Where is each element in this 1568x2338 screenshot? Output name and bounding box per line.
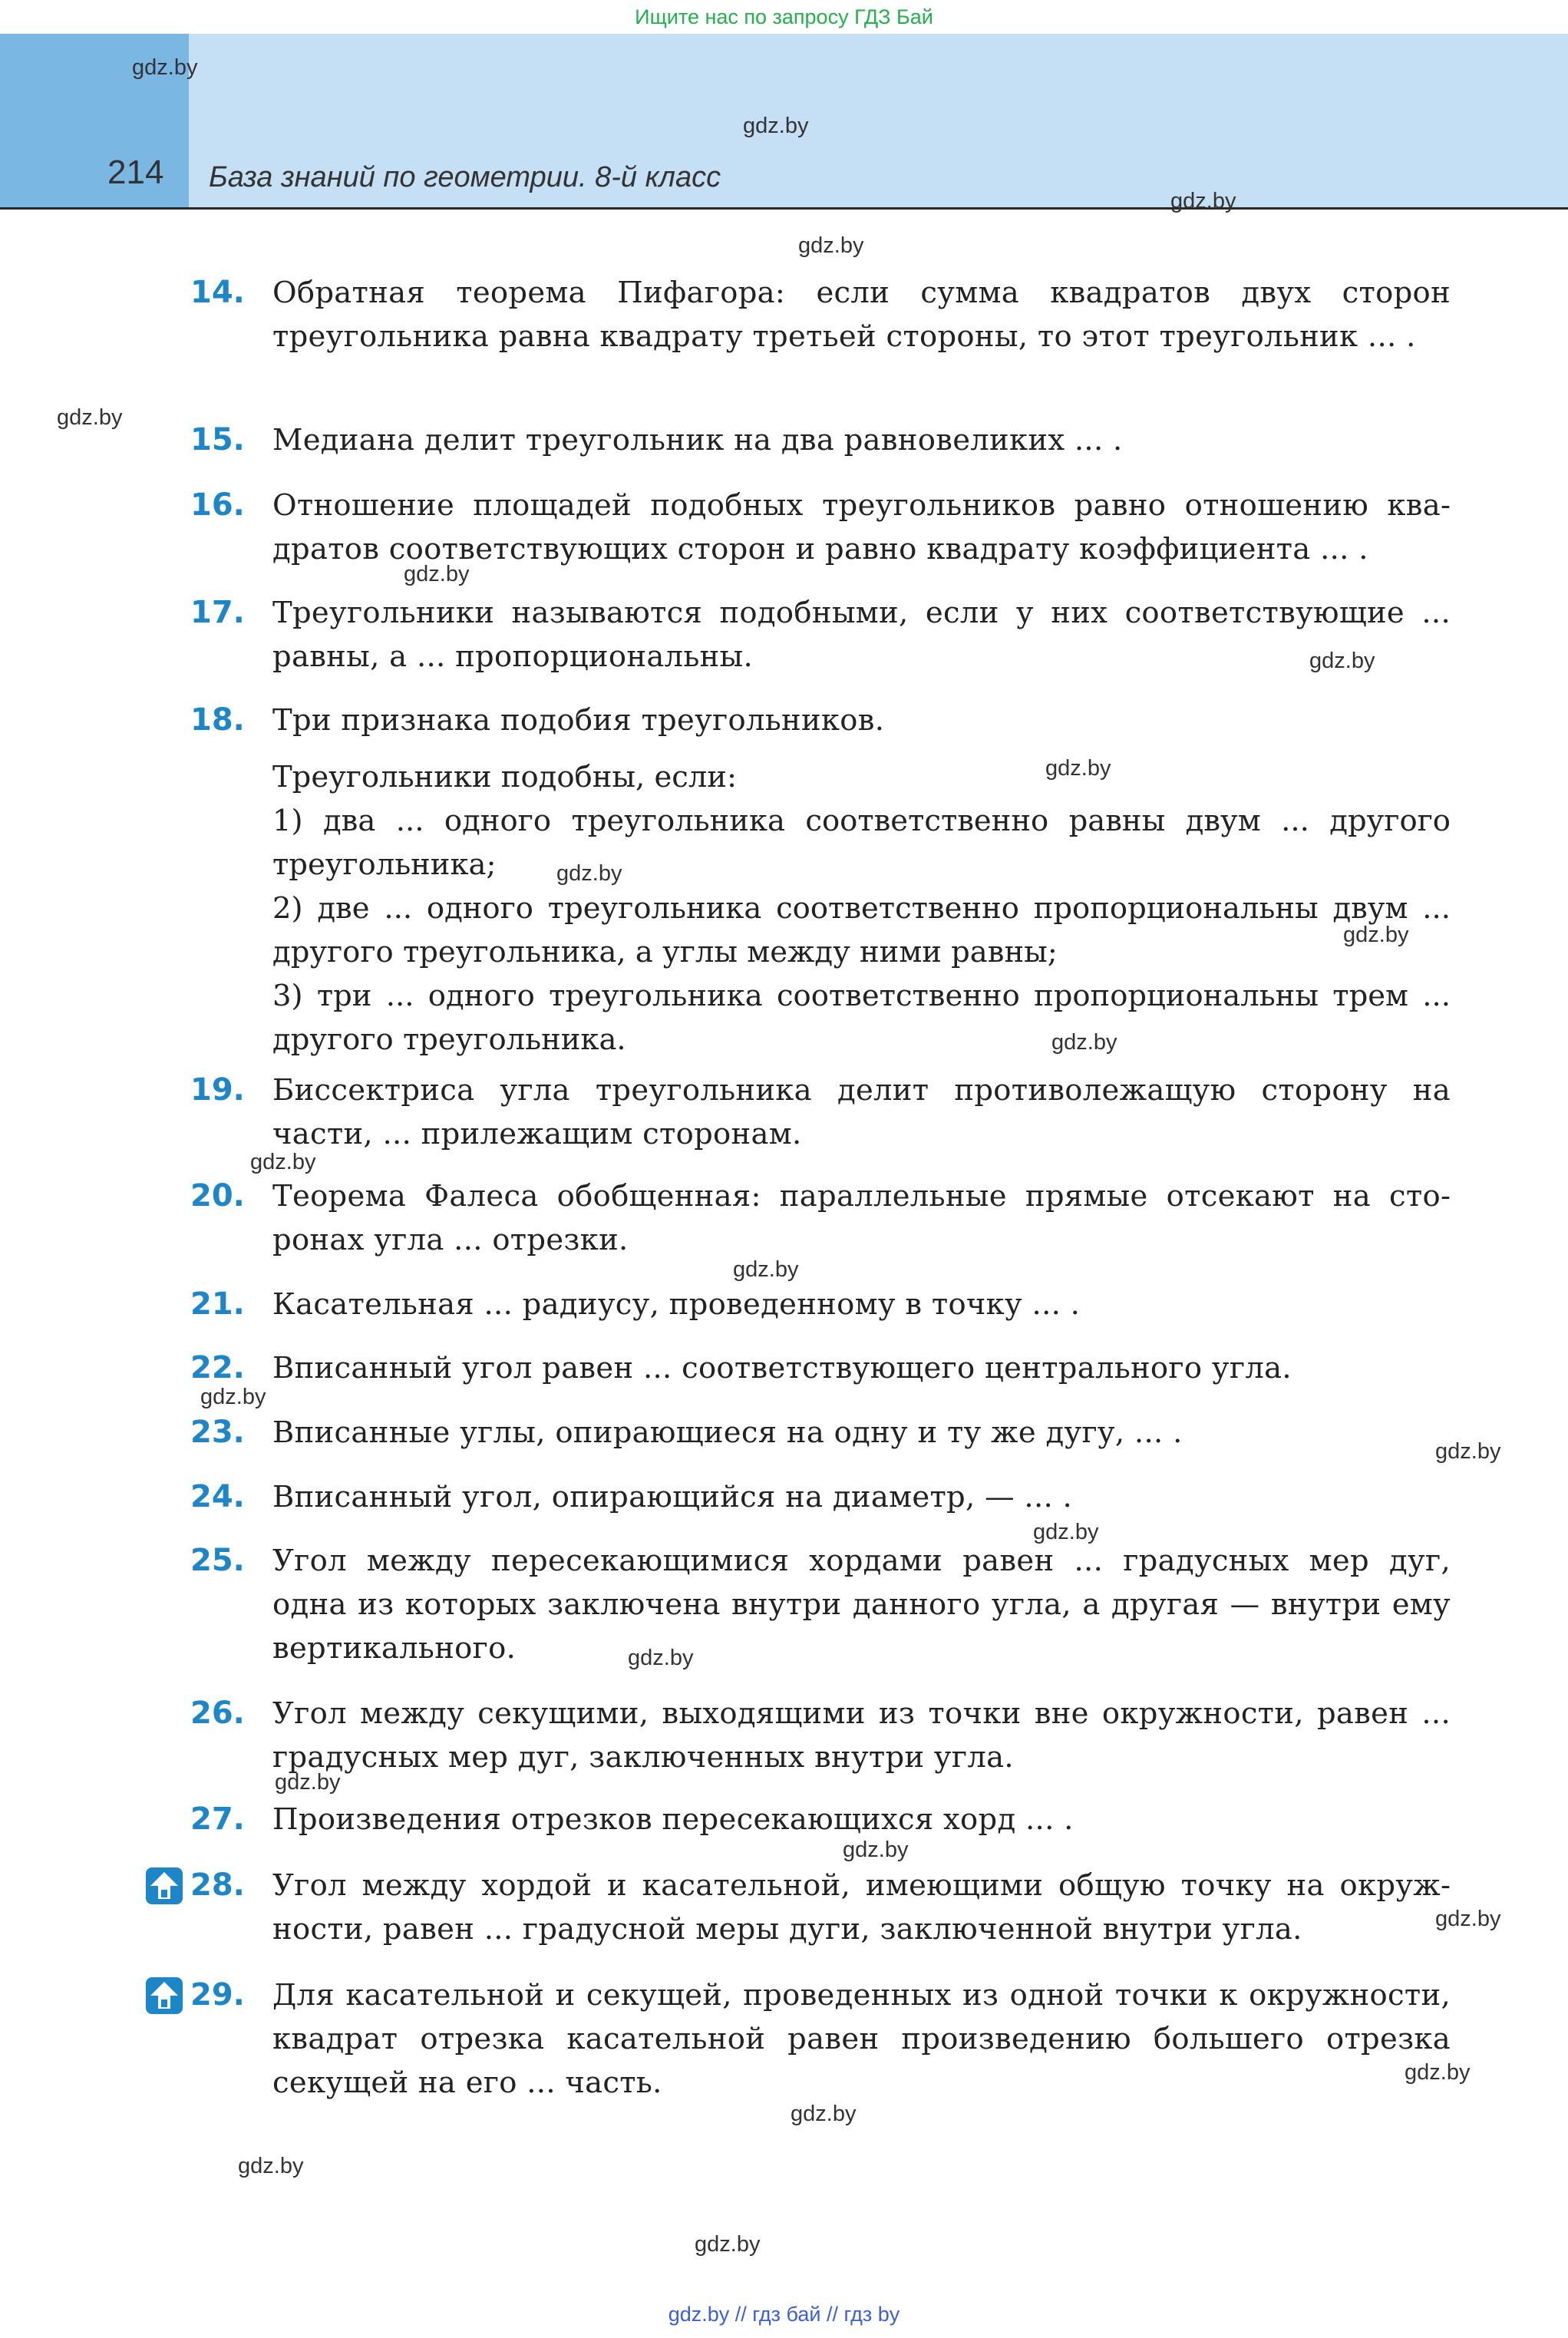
book-title: База знаний по геометрии. 8-й класс — [209, 161, 721, 193]
item-text: Обратная теорема Пифагора: если сумма квадратов двух сторон треугольника равна квадрату третьей стороны, то этот треугольник ... . — [272, 276, 1451, 354]
item-number: 17. — [190, 595, 245, 630]
item-text: Касательная ... радиусу, проведенному в точку ... . — [272, 1287, 1081, 1322]
watermark: gdz.by — [743, 114, 809, 138]
item-text: Вписанные углы, опирающиеся на одну и ту же дугу, ... . — [272, 1415, 1183, 1450]
item-text: Биссектриса угла треугольника делит противолежащую сторону на части, ... прилежащим сторонам. — [272, 1073, 1451, 1151]
item-number: 15. — [190, 422, 245, 457]
watermark: gdz.by — [695, 2232, 761, 2257]
watermark: gdz.by — [791, 2102, 857, 2126]
watermark: gdz.by — [1405, 2060, 1471, 2085]
item-number: 25. — [190, 1543, 245, 1578]
item-number: 23. — [190, 1415, 245, 1450]
watermark: gdz.by — [132, 55, 198, 80]
similarity-criterion-2: 2) две ... одного треугольника соответственно пропорциональны двум ... другого треугольника, а углы между ними равны; — [272, 891, 1451, 969]
item-text: Угол между пересекающимися хордами равен ... градусных мер дуг, одна из которых заключена внутри данного угла, а другая — внутри ему вертикального. — [272, 1544, 1451, 1666]
item-text: Треугольники называются подобными, если у них соответствующие ... равны, а ... пропорциональны. — [272, 596, 1451, 674]
item-text: Вписанный угол, опирающийся на диаметр, — ... . — [272, 1480, 1073, 1514]
up-arrow-icon — [145, 1867, 183, 1905]
item-number: 20. — [190, 1178, 245, 1214]
item-number: 28. — [190, 1867, 245, 1903]
item-text: Теорема Фалеса обобщенная: параллельные прямые отсекают на сторонах угла ... отрезки. — [272, 1179, 1451, 1257]
item-text: Угол между секущими, выходящими из точки вне окружности, равен ... градусных мер дуг, заключенных внутри угла. — [272, 1696, 1451, 1775]
watermark: gdz.by — [200, 1385, 266, 1409]
watermark: gdz.by — [1309, 649, 1375, 673]
watermark: gdz.by — [628, 1646, 694, 1670]
footer-links[interactable]: gdz.by // гдз бай // гдз by — [668, 2303, 900, 2326]
watermark: gdz.by — [798, 233, 864, 258]
item-number: 21. — [190, 1286, 245, 1322]
item-text: Угол между хордой и касательной, имеющими общую точку на окружности, равен ... градусной меры дуги, заключенной внутри угла. — [272, 1868, 1451, 1947]
item-number: 24. — [190, 1479, 245, 1514]
watermark: gdz.by — [238, 2154, 304, 2178]
item-number: 16. — [190, 487, 245, 523]
similarity-criterion-3: 3) три ... одного треугольника соответственно пропорциональны трем ... другого треугольника. — [272, 979, 1451, 1057]
item-number: 19. — [190, 1072, 245, 1108]
watermark: gdz.by — [404, 562, 470, 586]
similarity-criterion-1: 1) два ... одного треугольника соответственно равны двум ... другого треугольника; — [272, 804, 1451, 882]
item-number: 14. — [190, 275, 245, 310]
watermark: gdz.by — [1435, 1439, 1501, 1464]
watermark: gdz.by — [1051, 1030, 1117, 1055]
item-text: Произведения отрезков пересекающихся хорд ... . — [272, 1802, 1074, 1837]
top-banner[interactable]: Ищите нас по запросу ГДЗ Бай — [635, 5, 933, 28]
item-text: Медиана делит треугольник на два равновеликих ... . — [272, 423, 1123, 457]
similarity-intro: Треугольники подобны, если: — [272, 760, 737, 794]
item-number: 22. — [190, 1350, 245, 1385]
item-number: 29. — [190, 1977, 245, 2013]
watermark: gdz.by — [843, 1838, 909, 1862]
item-number: 26. — [190, 1696, 245, 1731]
watermark: gdz.by — [250, 1150, 316, 1174]
watermark: gdz.by — [1033, 1520, 1099, 1544]
item-number: 27. — [190, 1801, 245, 1837]
page-number: 214 — [107, 154, 164, 191]
watermark: gdz.by — [1170, 189, 1236, 213]
item-number: 18. — [190, 702, 245, 738]
up-arrow-icon — [145, 1976, 183, 2015]
item-text: Отношение площадей подобных треугольников равно отношению квадратов соответствующих сторон и равно квадрату коэффициента ... . — [272, 488, 1451, 566]
item-text: Вписанный угол равен ... соответствующего центрального угла. — [272, 1351, 1292, 1385]
watermark: gdz.by — [733, 1257, 799, 1282]
header-divider — [0, 207, 1568, 210]
watermark: gdz.by — [275, 1770, 341, 1795]
watermark: gdz.by — [57, 405, 123, 430]
item-text: Три признака подобия треугольников. — [272, 703, 885, 738]
item-text: Для касательной и секущей, проведенных из одной точки к окружности, квадрат отрезка касательной равен произведению большего отрезка секущей на его ... часть. — [272, 1978, 1451, 2100]
watermark: gdz.by — [1435, 1907, 1501, 1931]
watermark: gdz.by — [556, 861, 622, 886]
watermark: gdz.by — [1343, 923, 1409, 947]
watermark: gdz.by — [1045, 756, 1111, 781]
